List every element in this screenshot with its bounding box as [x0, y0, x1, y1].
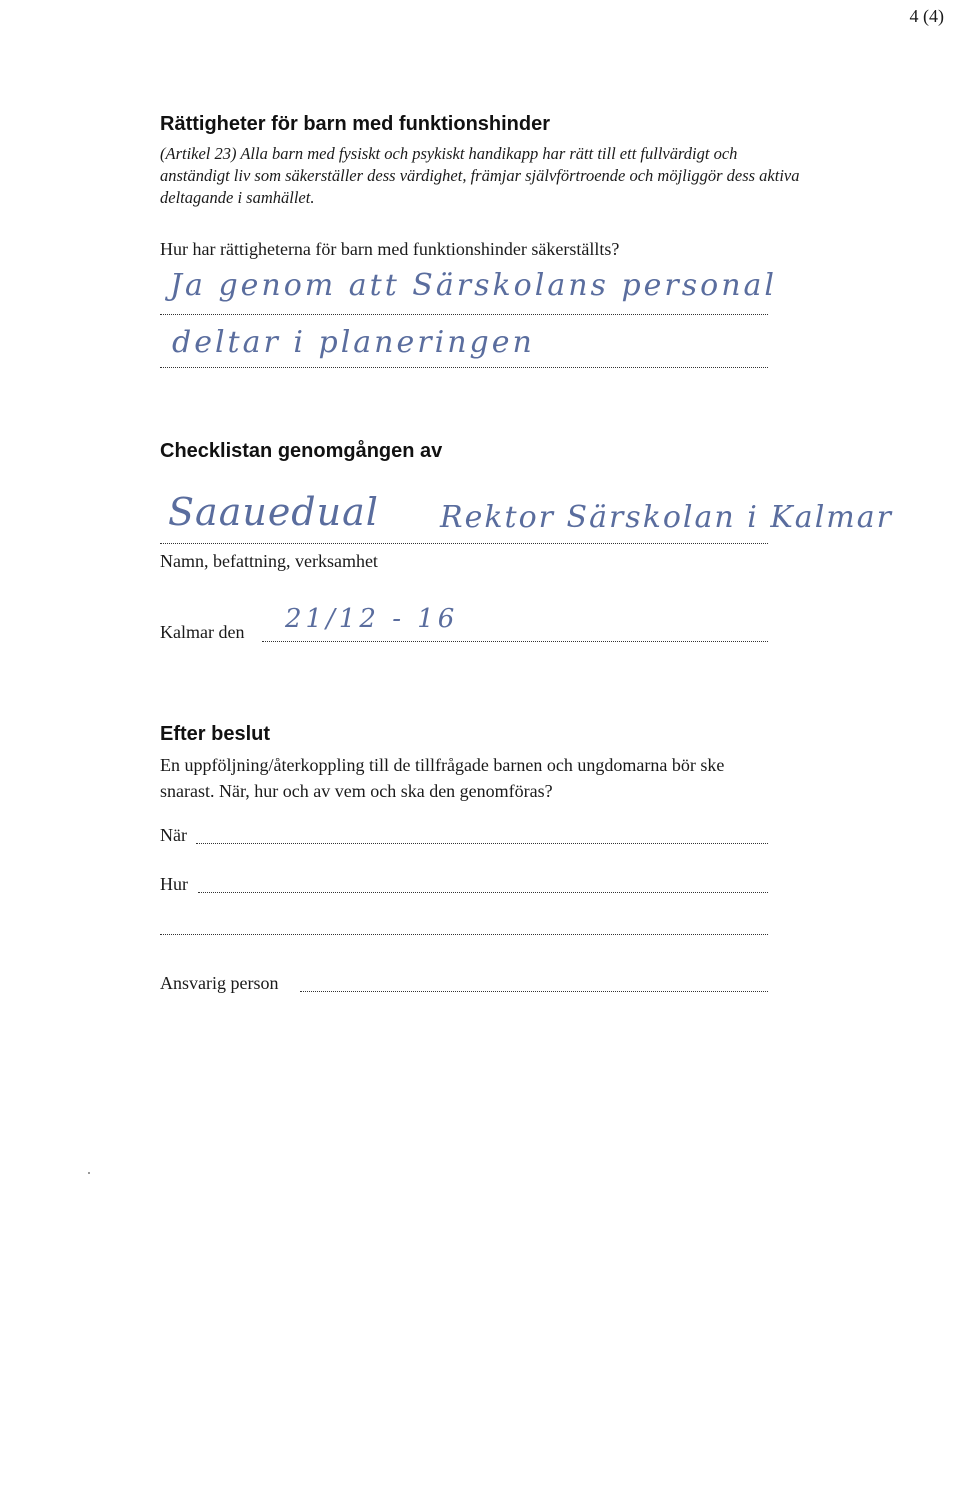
when-label: När	[160, 825, 187, 845]
name-dotted-line	[160, 543, 768, 544]
answer-dotted-line-1	[160, 314, 768, 315]
responsible-dotted-line	[300, 991, 768, 992]
handwritten-answer-line-1: Ja genom att Särskolans personal	[170, 268, 778, 303]
how-label: Hur	[160, 874, 188, 894]
when-dotted-line	[196, 843, 768, 844]
article-line: (Artikel 23) Alla barn med fysiskt och psykiskt handikapp har rätt till ett fullvärdigt och	[160, 144, 738, 163]
date-dotted-line	[262, 641, 768, 642]
handwritten-role: Rektor Särskolan i Kalmar	[440, 500, 893, 535]
after-decision-line: En uppföljning/återkoppling till de tillfrågade barnen och ungdomarna bör ske	[160, 755, 725, 775]
section-heading-after-decision: Efter beslut	[160, 723, 271, 745]
signature: Saauedual	[168, 490, 379, 534]
rights-question: Hur har rättigheterna för barn med funktionshinder säkerställts?	[160, 239, 620, 259]
section-heading-checklist: Checklistan genomgången av	[160, 440, 443, 462]
article-text	[160, 143, 800, 209]
page-number: 4 (4)	[909, 6, 944, 26]
section-heading-rights: Rättigheter för barn med funktionshinder	[160, 113, 551, 135]
responsible-label: Ansvarig person	[160, 973, 279, 993]
name-field-label: Namn, befattning, verksamhet	[160, 551, 378, 571]
article-line: deltagande i samhället.	[160, 188, 315, 207]
city-date-label: Kalmar den	[160, 622, 245, 642]
article-line: anständigt liv som säkerställer dess värdighet, främjar självförtroende och möjliggör dess aktiva	[160, 166, 800, 185]
handwritten-date: 21/12 - 16	[285, 604, 459, 634]
answer-dotted-line-2	[160, 367, 768, 368]
how-dotted-line	[198, 892, 768, 893]
handwritten-answer-line-2: deltar i planeringen	[172, 325, 535, 360]
scan-speck	[88, 1172, 90, 1174]
after-decision-line: snarast. När, hur och av vem och ska den genomföras?	[160, 781, 553, 801]
extra-dotted-line	[160, 934, 768, 935]
after-decision-text	[160, 752, 724, 804]
